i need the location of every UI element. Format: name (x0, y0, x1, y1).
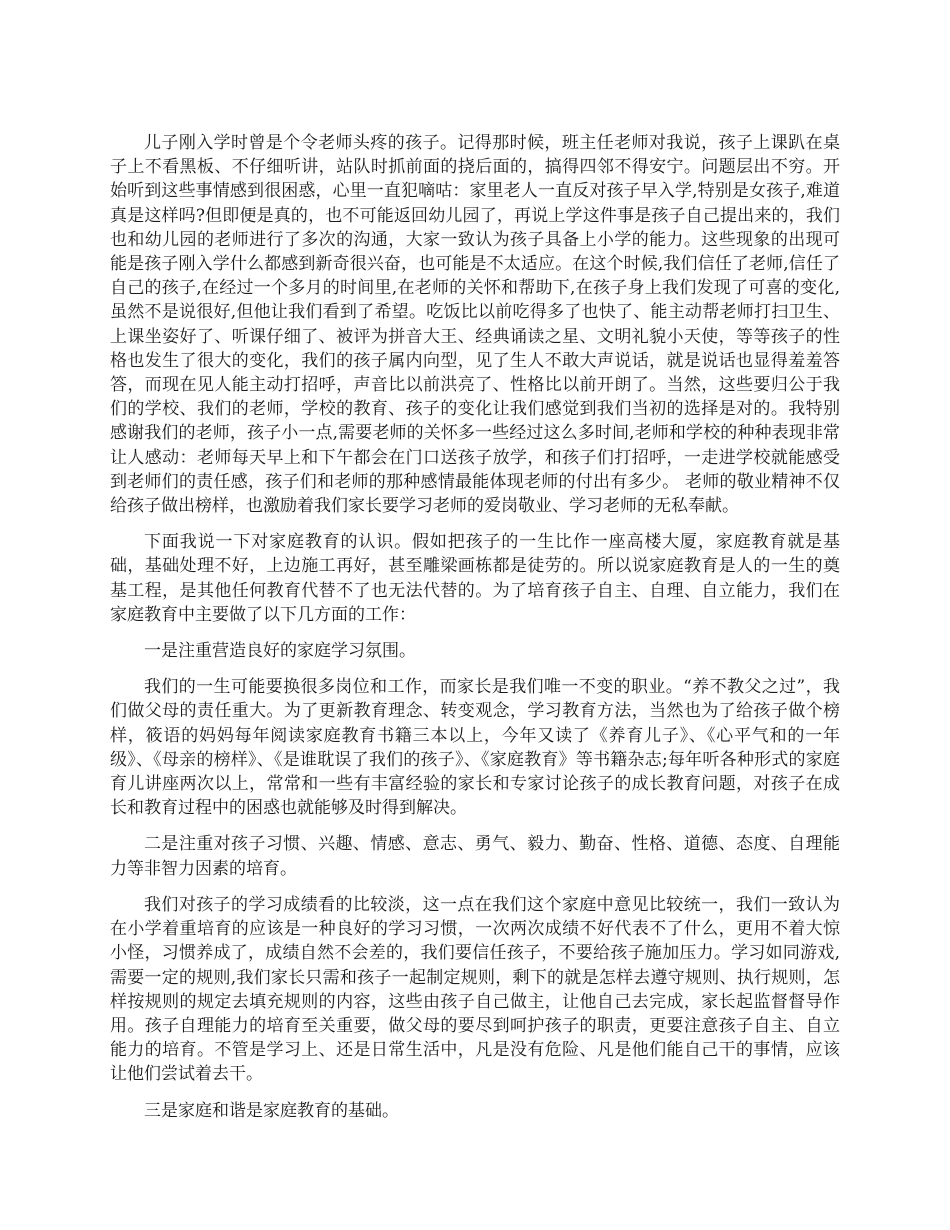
paragraph-2: 下面我说一下对家庭教育的认识。假如把孩子的一生比作一座高楼大厦，家庭教育就是基础，基础处理不好，上边施工再好，甚至雕梁画栋都是徒劳的。所以说家庭教育是人的一生的奠基工程，是其他任何教育代替不了也无法代替的。为了培育孩子自主、自理、自立能力，我们在家庭教育中主要做了以下几方面的工作： (110, 532, 840, 625)
paragraph-4: 我们的一生可能要换很多岗位和工作，而家长是我们唯一不变的职业。“养不教父之过”，我们做父母的责任重大。为了更新教育理念、转变观念，学习教育方法，当然也为了给孩子做个榜样，筱语的妈妈每年阅读家庭教育书籍三本以上，今年又读了《养育儿子》、《心平气和的一年级》、《母亲的榜样》、《是谁耽误了我们的孩子》、《家庭教育》等书籍杂志;每年听各种形式的家庭育儿讲座两次以上，常常和一些有丰富经验的家长和专家讨论孩子的成长教育问题，对孩子在成长和教育过程中的困惑也就能够及时得到解决。 (110, 677, 840, 819)
paragraph-5: 二是注重对孩子习惯、兴趣、情感、意志、勇气、毅力、勤奋、性格、道德、态度、自理能力等非智力因素的培育。 (110, 834, 840, 879)
paragraph-6: 我们对孩子的学习成绩看的比较淡，这一点在我们这个家庭中意见比较统一，我们一致认为在小学着重培育的应该是一种良好的学习习惯，一次两次成绩不好代表不了什么，更用不着大惊小怪，习惯养成了，成绩自然不会差的，我们要信任孩子，不要给孩子施加压力。学习如同游戏,需要一定的规则,我们家长只需和孩子一起制定规则，剩下的就是怎样去遵守规则、执行规则，怎样按规则的规定去填充规则的内容，这些由孩子自己做主，让他自己去完成，家长起监督督导作用。孩子自理能力的培育至关重要，做父母的要尽到呵护孩子的职责，更要注意孩子自主、自立能力的培育。不管是学习上、还是日常生活中，凡是没有危险、凡是他们能自己干的事情，应该让他们尝试着去干。 (110, 894, 840, 1085)
paragraph-1: 儿子刚入学时曾是个令老师头疼的孩子。记得那时候，班主任老师对我说，孩子上课趴在桌子上不看黑板、不仔细听讲，站队时抓前面的挠后面的，搞得四邻不得安宁。问题层出不穷。开始听到这些事情感到很困惑，心里一直犯嘀咕：家里老人一直反对孩子早入学,特别是女孩子,难道真是这样吗?但即便是真的，也不可能返回幼儿园了，再说上学这件事是孩子自己提出来的，我们也和幼儿园的老师进行了多次的沟通，大家一致认为孩子具备上小学的能力。这些现象的出现可能是孩子刚入学什么都感到新奇很兴奋，也可能是不太适应。在这个时候,我们信任了老师,信任了自己的孩子,在经过一个多月的时间里,在老师的关怀和帮助下,在孩子身上我们发现了可喜的变化,虽然不是说很好,但他让我们看到了希望。吃饭比以前吃得多了也快了、能主动帮老师打扫卫生、上课坐姿好了、听课仔细了、被评为拼音大王、经典诵读之星、文明礼貌小天使，等等孩子的性格也发生了很大的变化，我们的孩子属内向型，见了生人不敢大声说话，就是说话也显得羞羞答答，而现在见人能主动打招呼，声音比以前洪亮了、性格比以前开朗了。当然，这些要归公于我们的学校、我们的老师，学校的教育、孩子的变化让我们感觉到我们当初的选择是对的。我特别感谢我们的老师，孩子小一点,需要老师的关怀多一些经过这么多时间,老师和学校的种种表现非常让人感动：老师每天早上和下午都会在门口送孩子放学，和孩子们打招呼，一走进学校就能感受到老师们的责任感，孩子们和老师的那种感情最能体现老师的付出有多少。 老师的敬业精神不仅给孩子做出榜样，也激励着我们家长要学习老师的爱岗敬业、学习老师的无私奉献。 (110, 133, 840, 517)
document-body (110, 131, 840, 1135)
paragraph-7: 三是家庭和谐是家庭教育的基础。 (144, 1100, 399, 1121)
paragraph-3: 一是注重营造良好的家庭学习氛围。 (144, 641, 416, 662)
